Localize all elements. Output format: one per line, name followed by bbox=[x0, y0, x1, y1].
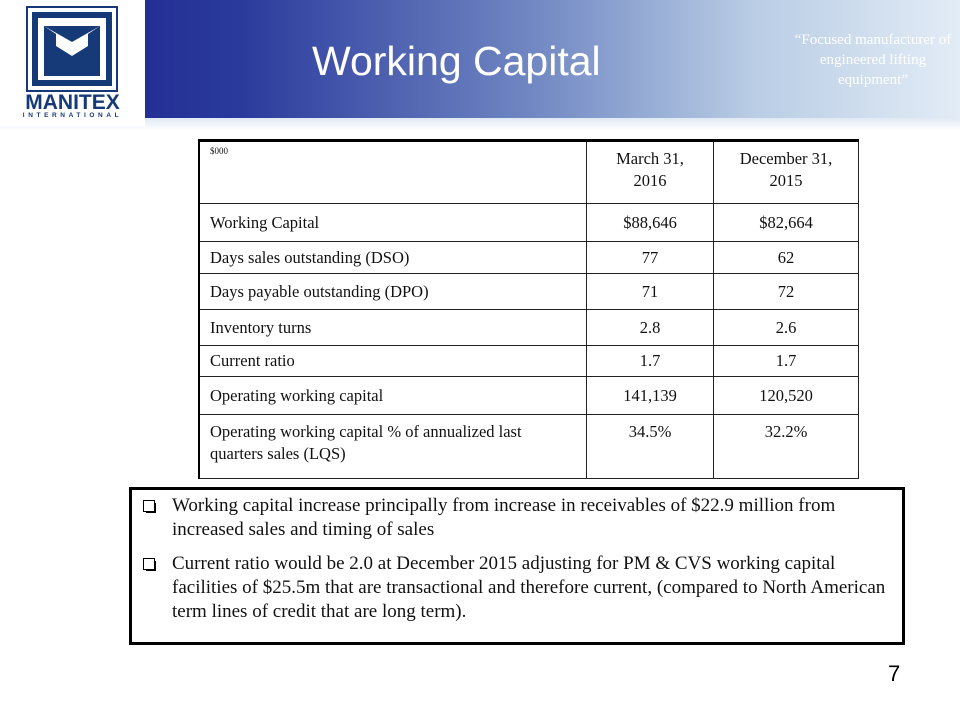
column-header-march-line1: March 31, bbox=[616, 149, 684, 168]
table-row bbox=[199, 415, 859, 479]
row-label: Inventory turns bbox=[199, 310, 587, 346]
row-label: Operating working capital bbox=[199, 377, 587, 415]
row-label: Current ratio bbox=[199, 346, 587, 377]
company-logo bbox=[0, 0, 145, 126]
page-number: 7 bbox=[888, 661, 901, 686]
table-row bbox=[199, 274, 859, 310]
row-label: Working Capital bbox=[199, 204, 587, 242]
december-value: $82,664 bbox=[714, 204, 859, 242]
row-label: Operating working capital % of annualized last quarters sales (LQS) bbox=[199, 415, 587, 479]
tagline: “Focused manufacturer of engineered lifting equipment” bbox=[794, 32, 952, 88]
march-value: 1.7 bbox=[587, 346, 714, 377]
working-capital-table bbox=[198, 139, 859, 479]
table-row bbox=[199, 204, 859, 242]
note-item bbox=[132, 552, 902, 624]
note-item bbox=[132, 494, 902, 542]
note-text: Working capital increase principally from increase in receivables of $22.9 million from increased sales and timing of sales bbox=[172, 495, 836, 540]
march-value: 71 bbox=[587, 274, 714, 310]
december-value: 120,520 bbox=[714, 377, 859, 415]
note-text: Current ratio would be 2.0 at December 2015 adjusting for PM & CVS working capital facilities of $25.5m that are transactional and therefore current, (compared to North American term lines of credit that are long term). bbox=[172, 553, 886, 622]
december-value: 62 bbox=[714, 242, 859, 274]
december-value: 72 bbox=[714, 274, 859, 310]
logo-wordmark: MANITEX bbox=[25, 91, 120, 114]
column-header-march-line2: 2016 bbox=[633, 171, 667, 190]
page-title: Working Capital bbox=[312, 38, 601, 84]
table-row bbox=[199, 377, 859, 415]
table-row bbox=[199, 346, 859, 377]
logo-subtitle: INTERNATIONAL bbox=[22, 112, 123, 119]
march-value: $88,646 bbox=[587, 204, 714, 242]
checkbox-bullet-icon bbox=[143, 558, 155, 570]
march-value: 2.8 bbox=[587, 310, 714, 346]
checkbox-bullet-icon bbox=[143, 500, 155, 512]
table-row bbox=[199, 310, 859, 346]
column-header-december bbox=[714, 141, 859, 204]
unit-label: $000 bbox=[199, 141, 587, 204]
column-header-march bbox=[587, 141, 714, 204]
march-value: 34.5% bbox=[587, 415, 714, 479]
manitex-logo-icon bbox=[26, 6, 118, 92]
december-value: 1.7 bbox=[714, 346, 859, 377]
row-label: Days sales outstanding (DSO) bbox=[199, 242, 587, 274]
table-row bbox=[199, 242, 859, 274]
column-header-december-line2: 2015 bbox=[769, 171, 803, 190]
december-value: 32.2% bbox=[714, 415, 859, 479]
december-value: 2.6 bbox=[714, 310, 859, 346]
march-value: 141,139 bbox=[587, 377, 714, 415]
table-header-row bbox=[199, 141, 859, 204]
column-header-december-line1: December 31, bbox=[739, 149, 833, 168]
notes-box bbox=[129, 487, 905, 645]
row-label: Days payable outstanding (DPO) bbox=[199, 274, 587, 310]
march-value: 77 bbox=[587, 242, 714, 274]
